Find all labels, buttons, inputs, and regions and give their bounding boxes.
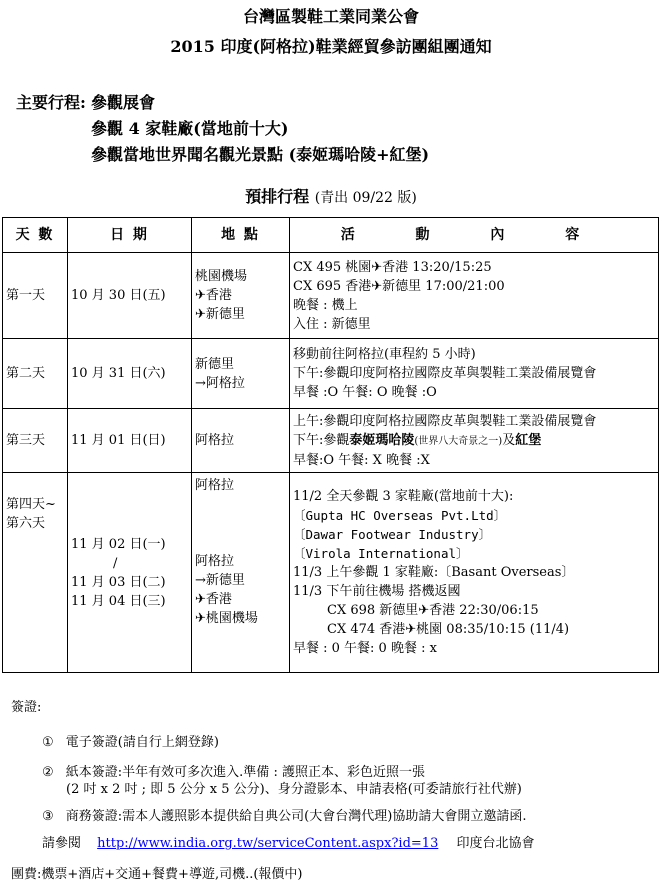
activity-line: 移動前往阿格拉(車程約 5 小時): [293, 347, 476, 362]
factory-name: 〔Virola International〕: [293, 546, 469, 561]
date-cell: 10 月 30 日(五): [68, 253, 192, 339]
landmark-note: (世界八大奇景之一): [414, 435, 503, 447]
item-number: ①: [42, 735, 54, 750]
day-cell: 第三天: [3, 409, 68, 473]
date-cell: 10 月 31 日(六): [68, 339, 192, 409]
visa-item-2-detail: (2 吋 x 2 吋 ; 即 5 公分 x 5 公分)、身分證影本、申請表格(可委請旅行社代辦): [66, 782, 522, 797]
table-row: [3, 339, 659, 409]
place-cell: [192, 473, 290, 673]
date-line: 11 月 03 日(二): [71, 574, 166, 590]
factory-name: 〔Dawar Footwear Industry〕: [293, 527, 492, 542]
main-itinerary-item: 參觀 4 家鞋廠(當地前十大): [91, 119, 289, 138]
item-text: 紙本簽證:半年有效可多次進入.準備 : 護照正本、彩色近照一張: [65, 765, 425, 780]
activity-line: 11/3 上午參觀 1 家鞋廠:〔Basant Overseas〕: [293, 565, 575, 580]
itinerary-table: [2, 217, 659, 673]
column-header: 地 點: [192, 218, 290, 253]
main-itinerary-item: 參觀展會: [91, 93, 156, 112]
main-itinerary-item: 參觀當地世界聞名觀光景點 (泰姬瑪哈陵+紅堡): [91, 145, 430, 164]
association-title: 台灣區製鞋工業同業公會: [242, 7, 419, 26]
date-line: 11 月 02 日(一): [71, 536, 166, 552]
activity-line: 下午:參觀印度阿格拉國際皮革與製鞋工業設備展覽會: [293, 366, 597, 381]
date-cell: [68, 473, 192, 673]
activity-line: CX 695 香港✈新德里 17:00/21:00: [293, 278, 505, 294]
activity-line: 早餐 :O 午餐: O 晚餐 :O: [293, 385, 437, 400]
flight-line: CX 698 新德里✈香港 22:30/06:15: [327, 603, 539, 618]
table-row: [3, 253, 659, 339]
day-cell: [3, 473, 68, 673]
date-line: 11 月 04 日(三): [71, 593, 166, 609]
place-cell: [192, 253, 290, 339]
date-separator: /: [113, 555, 118, 571]
meal-line: 早餐 : 0 午餐: 0 晚餐 : x: [293, 641, 437, 656]
column-header: 日 期: [68, 218, 192, 253]
day-cell: 第二天: [3, 339, 68, 409]
landmark-taj-mahal: 泰姬瑪哈陵: [349, 432, 415, 448]
activity-line: [293, 431, 655, 451]
place-line: 阿格拉: [195, 554, 235, 569]
schedule-heading: [0, 184, 662, 207]
column-header: 天 數: [3, 218, 68, 253]
activity-cell: [290, 409, 659, 473]
factory-name: 〔Gupta HC Overseas Pvt.Ltd〕: [293, 508, 507, 523]
place-line: ✈新德里: [195, 307, 245, 322]
schedule-version: (青出 09/22 版): [314, 190, 417, 206]
item-number: ②: [42, 765, 54, 780]
activity-line: 11/3 下午前往機場 搭機返國: [293, 584, 461, 599]
date-cell: 11 月 01 日(日): [68, 409, 192, 473]
activity-cell: [290, 253, 659, 339]
place-cell: [192, 339, 290, 409]
activity-line: 晚餐 : 機上: [293, 297, 358, 313]
reference-org: 印度台北協會: [456, 836, 535, 851]
activity-text: 下午:參觀: [293, 432, 350, 448]
place-line: →阿格拉: [195, 375, 245, 391]
tour-fee: 團費:機票+酒店+交通+餐費+導遊,司機..(報價中): [11, 867, 303, 882]
place-line: →新德里: [195, 573, 245, 588]
column-header: 活 動 內 容: [290, 218, 659, 253]
activity-line: 11/2 全天參觀 3 家鞋廠(當地前十大):: [293, 489, 514, 504]
reference-link[interactable]: http://www.india.org.tw/serviceContent.aspx?id=13: [97, 836, 439, 851]
document-title: 2015 印度(阿格拉)鞋業經貿參訪團組團通知: [170, 37, 492, 56]
place-line: 桃園機場: [195, 269, 248, 284]
place-line: 阿格拉: [195, 478, 235, 493]
activity-text: 及: [502, 432, 516, 448]
place-line: ✈香港: [195, 288, 232, 303]
main-itinerary-label: 主要行程:: [16, 93, 86, 112]
visa-label: 簽證:: [11, 700, 42, 715]
activity-line: CX 495 桃園✈香港 13:20/15:25: [293, 259, 492, 275]
table-row: [3, 409, 659, 473]
place-line: ✈香港: [195, 592, 232, 607]
place-line: ✈桃園機場: [195, 611, 258, 626]
place-line: 新德里: [195, 356, 235, 372]
item-text: 電子簽證(請自行上網登錄): [65, 735, 219, 750]
activity-cell: [290, 473, 659, 673]
place-cell: 阿格拉: [192, 409, 290, 473]
visa-reference: [42, 832, 535, 851]
activity-line: 入住 : 新德里: [293, 316, 371, 332]
activity-cell: [290, 339, 659, 409]
table-row: [3, 473, 659, 673]
item-number: ③: [42, 809, 54, 824]
activity-line: 上午:參觀印度阿格拉國際皮革與製鞋工業設備展覽會: [293, 413, 597, 429]
visa-item-1: [42, 731, 219, 750]
flight-line: CX 474 香港✈桃園 08:35/10:15 (11/4): [327, 622, 570, 637]
visa-item-3: [42, 805, 526, 824]
table-header-row: [3, 218, 659, 253]
landmark-red-fort: 紅堡: [515, 432, 542, 448]
day-line: 第四天~: [6, 497, 56, 512]
activity-line: 早餐:O 午餐: X 晚餐 :X: [293, 452, 430, 468]
day-cell: 第一天: [3, 253, 68, 339]
day-line: 第六天: [6, 516, 46, 531]
reference-label: 請參閱: [42, 836, 82, 851]
schedule-title: 預排行程: [245, 187, 310, 206]
item-text: 商務簽證:需本人護照影本提供給自典公司(大會台灣代理)協助請大會開立邀請函.: [65, 809, 527, 824]
